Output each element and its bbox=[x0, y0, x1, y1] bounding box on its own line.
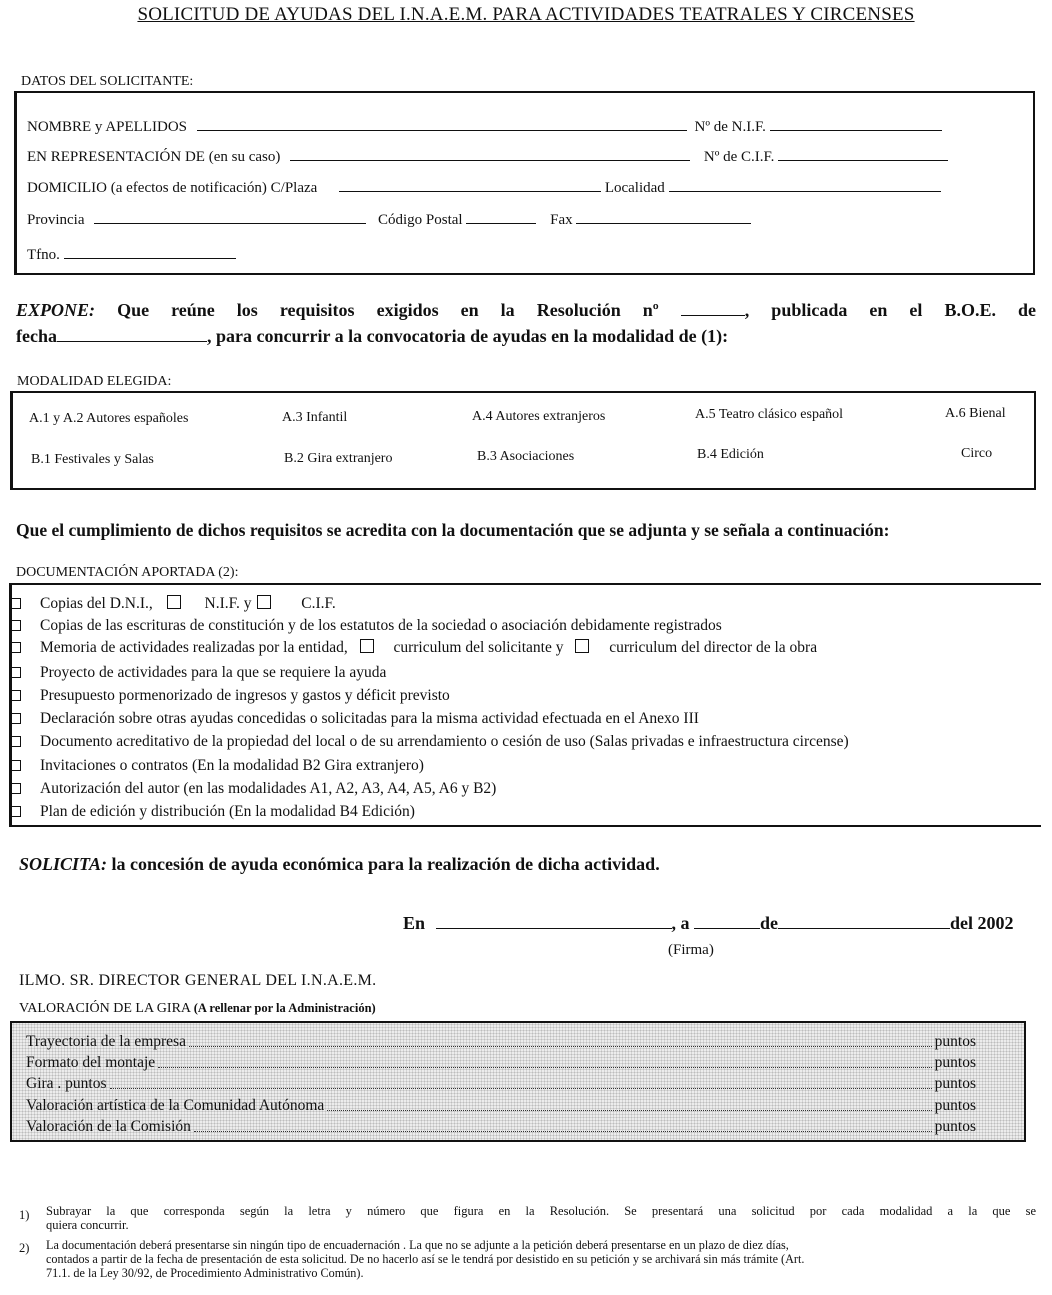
phone-input-line[interactable] bbox=[64, 244, 236, 259]
checkbox-memoria[interactable] bbox=[10, 642, 21, 653]
doc-proyecto-label: Proyecto de actividades para la que se requiere la ayuda bbox=[40, 664, 387, 681]
valoracion-trayectoria-label: Trayectoria de la empresa bbox=[26, 1033, 186, 1050]
representation-label: EN REPRESENTACIÓN DE (en su caso) bbox=[27, 149, 281, 165]
mod-a4[interactable]: A.4 Autores extranjeros bbox=[472, 409, 606, 424]
doc-item-escrituras bbox=[10, 615, 722, 637]
mod-circo[interactable]: Circo bbox=[961, 446, 993, 461]
doc-escrituras-label: Copias de las escrituras de constitución y de los estatutos de la sociedad o asociación debidamente registrados bbox=[40, 617, 722, 634]
name-input-line[interactable] bbox=[197, 116, 687, 131]
name-row bbox=[27, 116, 942, 136]
expone-text-4: , para concurrir a la convocatoria de ayudas en la modalidad de (1): bbox=[206, 326, 729, 346]
doc-nif-label: N.I.F. y bbox=[204, 595, 252, 612]
valoracion-label-main: VALORACIÓN DE LA GIRA bbox=[19, 1001, 191, 1016]
valoracion-formato-label: Formato del montaje bbox=[26, 1054, 156, 1071]
signature-year: del 2002 bbox=[950, 913, 1014, 933]
doc-curriculum-solicitante-label: curriculum del solicitante y bbox=[393, 639, 564, 656]
dot-leader[interactable] bbox=[110, 1073, 932, 1089]
doc-item-ids bbox=[10, 593, 336, 615]
cif-input-line[interactable] bbox=[778, 146, 948, 161]
expone-line-2 bbox=[16, 323, 728, 349]
mod-b1[interactable]: B.1 Festivales y Salas bbox=[31, 452, 154, 467]
expone-keyword: EXPONE: bbox=[16, 300, 96, 320]
phone-row bbox=[27, 244, 236, 264]
footnote-1-number: 1) bbox=[19, 1208, 30, 1222]
doc-item-memoria bbox=[10, 637, 817, 659]
doc-item-plan-edicion bbox=[10, 801, 415, 823]
valoracion-gira-label: Gira . puntos bbox=[26, 1075, 107, 1092]
puntos-label: puntos bbox=[934, 1033, 976, 1050]
dot-leader[interactable] bbox=[158, 1052, 932, 1068]
documentacion-section-label: DOCUMENTACIÓN APORTADA (2): bbox=[16, 565, 239, 580]
checkbox-proyecto[interactable] bbox=[10, 667, 21, 678]
signature-place-line[interactable] bbox=[436, 912, 672, 929]
name-label: NOMBRE y APELLIDOS bbox=[27, 119, 188, 135]
valoracion-comision-label: Valoración de la Comisión bbox=[26, 1118, 191, 1135]
footnote-1-line-1: Subrayar la que corresponda según la letra y número que figura en la Resolución. Se presentará una solicitud por cada modalidad a la que se bbox=[46, 1204, 1036, 1218]
checkbox-declaracion[interactable] bbox=[10, 713, 21, 724]
address-label: DOMICILIO (a efectos de notificación) C/Plaza bbox=[27, 180, 318, 196]
puntos-label: puntos bbox=[934, 1075, 976, 1092]
expone-text-2: , publicada en el B.O.E. de bbox=[744, 300, 1037, 320]
checkbox-escrituras[interactable] bbox=[10, 620, 21, 631]
doc-item-presupuesto bbox=[10, 685, 450, 707]
doc-presupuesto-label: Presupuesto pormenorizado de ingresos y gastos y déficit previsto bbox=[40, 687, 450, 704]
checkbox-autorizacion[interactable] bbox=[10, 783, 21, 794]
signature-date-line bbox=[403, 910, 1014, 936]
footnote-2-number: 2) bbox=[19, 1241, 30, 1255]
mod-b4[interactable]: B.4 Edición bbox=[697, 447, 764, 462]
valoracion-row bbox=[26, 1073, 976, 1095]
footnote-1-line-2: quiera concurrir. bbox=[46, 1218, 129, 1232]
dot-leader[interactable] bbox=[194, 1116, 932, 1132]
solicita-line bbox=[19, 851, 660, 877]
boe-date-line[interactable] bbox=[57, 325, 207, 342]
mod-a3[interactable]: A.3 Infantil bbox=[282, 410, 348, 425]
province-input-line[interactable] bbox=[94, 209, 366, 224]
footnote-2-line-2: contados a partir de la fecha de presentación de esta solicitud. De no hacerlo así se le tendrá por desistido en su petición y se archivará sin más trámite (Art. bbox=[46, 1252, 805, 1266]
province-row bbox=[27, 209, 751, 229]
phone-label: Tfno. bbox=[27, 247, 60, 263]
postal-label: Código Postal bbox=[378, 212, 463, 228]
doc-item-documento-local bbox=[10, 731, 849, 753]
doc-item-autorizacion bbox=[10, 778, 496, 800]
representation-row bbox=[27, 146, 948, 166]
valoracion-row bbox=[26, 1031, 976, 1053]
valoracion-row bbox=[26, 1095, 976, 1117]
doc-cif-label: C.I.F. bbox=[301, 595, 336, 612]
doc-documento-local-label: Documento acreditativo de la propiedad del local o de su arrendamiento o cesión de uso (Salas privadas e infraestructura circense) bbox=[40, 733, 849, 750]
expone-text-1: Que reúne los requisitos exigidos en la Resolución nº bbox=[117, 300, 659, 320]
fax-label: Fax bbox=[550, 212, 573, 228]
puntos-label: puntos bbox=[934, 1118, 976, 1135]
nif-input-line[interactable] bbox=[770, 116, 942, 131]
footnote-2-line-1: La documentación deberá presentarse sin ningún tipo de encuadernación . La que no se adjunte a la petición deberá presentarse en un plazo de diez días, bbox=[46, 1238, 789, 1252]
valoracion-box bbox=[10, 1021, 1026, 1142]
solicita-text: la concesión de ayuda económica para la realización de dicha actividad. bbox=[111, 854, 660, 874]
expone-line-1 bbox=[16, 297, 1036, 323]
checkbox-curriculum-solicitante[interactable] bbox=[360, 639, 374, 653]
fax-input-line[interactable] bbox=[576, 209, 751, 224]
valoracion-row bbox=[26, 1116, 976, 1138]
valoracion-section-label bbox=[19, 1001, 376, 1017]
locality-label: Localidad bbox=[604, 180, 665, 196]
valoracion-label-note: (A rellenar por la Administración) bbox=[193, 1001, 376, 1015]
footnote-2-line-3: 71.1. de la Ley 30/92, de Procedimiento Administrativo Común). bbox=[46, 1266, 364, 1280]
checkbox-plan-edicion[interactable] bbox=[10, 806, 21, 817]
puntos-label: puntos bbox=[934, 1054, 976, 1071]
cif-label: Nº de C.I.F. bbox=[703, 149, 775, 165]
doc-item-declaracion bbox=[10, 708, 699, 730]
doc-dni-label: Copias del D.N.I., bbox=[40, 595, 153, 612]
signature-day-line[interactable] bbox=[694, 912, 760, 929]
address-row bbox=[27, 177, 941, 197]
firma-label: (Firma) bbox=[668, 942, 714, 958]
resolution-number-line[interactable] bbox=[681, 299, 745, 316]
puntos-label: puntos bbox=[934, 1097, 976, 1114]
mod-b2[interactable]: B.2 Gira extranjero bbox=[284, 451, 393, 466]
doc-invitaciones-label: Invitaciones o contratos (En la modalidad B2 Gira extranjero) bbox=[40, 757, 424, 774]
mod-a6[interactable]: A.6 Bienal bbox=[945, 406, 1006, 421]
mod-a1-a2[interactable]: A.1 y A.2 Autores españoles bbox=[29, 411, 189, 426]
signature-month-line[interactable] bbox=[778, 912, 950, 929]
dot-leader[interactable] bbox=[189, 1031, 932, 1047]
doc-declaracion-label: Declaración sobre otras ayudas concedidas o solicitadas para la misma actividad efectuada en el Anexo III bbox=[40, 710, 699, 727]
applicant-section-label: DATOS DEL SOLICITANTE: bbox=[21, 74, 194, 89]
checkbox-nif[interactable] bbox=[257, 595, 271, 609]
valoracion-artistica-label: Valoración artística de la Comunidad Autónoma bbox=[26, 1097, 325, 1114]
locality-input-line[interactable] bbox=[669, 177, 941, 192]
addressee: ILMO. SR. DIRECTOR GENERAL DEL I.N.A.E.M. bbox=[19, 972, 377, 989]
dot-leader[interactable] bbox=[327, 1095, 931, 1111]
province-label: Provincia bbox=[27, 212, 85, 228]
modalidad-section-label: MODALIDAD ELEGIDA: bbox=[17, 374, 172, 389]
modalidad-box bbox=[10, 391, 1036, 490]
checkbox-documento-local[interactable] bbox=[10, 736, 21, 747]
cumplimiento-text: Que el cumplimiento de dichos requisitos se acredita con la documentación que se adjunta y se señala a continuación: bbox=[16, 520, 890, 540]
doc-memoria-label: Memoria de actividades realizadas por la entidad, bbox=[40, 639, 348, 656]
doc-curriculum-director-label: curriculum del director de la obra bbox=[609, 639, 818, 656]
checkbox-invitaciones[interactable] bbox=[10, 760, 21, 771]
doc-item-proyecto bbox=[10, 662, 386, 684]
signature-a: , a bbox=[671, 913, 690, 933]
solicita-keyword: SOLICITA: bbox=[19, 854, 108, 874]
mod-a5[interactable]: A.5 Teatro clásico español bbox=[695, 407, 844, 422]
checkbox-presupuesto[interactable] bbox=[10, 690, 21, 701]
doc-item-invitaciones bbox=[10, 755, 424, 777]
signature-de: de bbox=[760, 913, 779, 933]
form-title: SOLICITUD DE AYUDAS DEL I.N.A.E.M. PARA ACTIVIDADES TEATRALES Y CIRCENSES bbox=[137, 4, 915, 25]
mod-b3[interactable]: B.3 Asociaciones bbox=[477, 449, 575, 464]
postal-input-line[interactable] bbox=[466, 209, 536, 224]
address-input-line[interactable] bbox=[339, 177, 601, 192]
valoracion-row bbox=[26, 1052, 976, 1074]
representation-input-line[interactable] bbox=[290, 146, 690, 161]
doc-plan-edicion-label: Plan de edición y distribución (En la modalidad B4 Edición) bbox=[40, 803, 415, 820]
doc-autorizacion-label: Autorización del autor (en las modalidades A1, A2, A3, A4, A5, A6 y B2) bbox=[40, 780, 497, 797]
nif-label: Nº de N.I.F. bbox=[694, 119, 766, 135]
checkbox-dni[interactable] bbox=[167, 595, 181, 609]
checkbox-curriculum-director[interactable] bbox=[575, 639, 589, 653]
signature-en: En bbox=[403, 913, 426, 933]
checkbox-ids[interactable] bbox=[10, 598, 21, 609]
expone-text-3: fecha bbox=[16, 326, 57, 346]
